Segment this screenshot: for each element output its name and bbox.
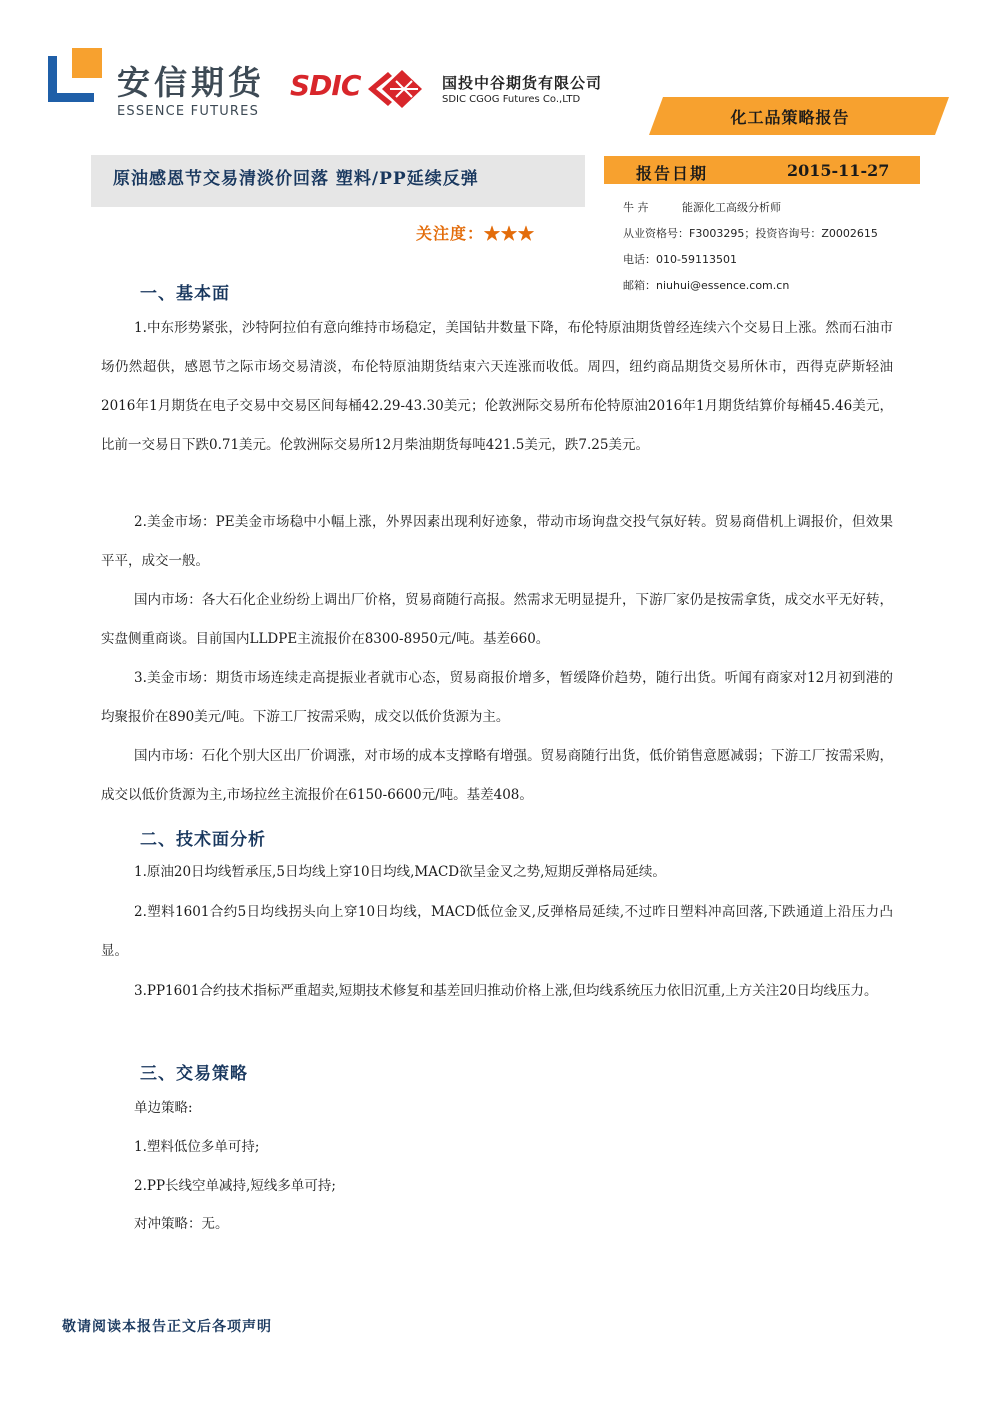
report-type-label: 化工品策略报告 — [730, 108, 850, 127]
fundamentals-paragraph-4: 3.美金市场：期货市场连续走高提振业者就市心态，贸易商报价增多，暂缓降价趋势，随行出货。听闻有商家对12月初到港的均聚报价在890美元/吨。下游工厂按需采购，成交以低价货源为主。 — [101, 670, 893, 725]
technical-paragraph-1: 1.原油20日均线暂承压,5日均线上穿10日均线,MACD欲呈金叉之势,短期反弹格局延续。 — [134, 864, 666, 880]
strategy-line-1: 单边策略: — [134, 1100, 193, 1116]
analyst-email[interactable]: 邮箱：niuhui@essence.com.cn — [623, 279, 790, 292]
report-date-value: 2015-11-27 — [787, 161, 890, 180]
essence-logo-mark — [48, 48, 102, 102]
attention-rating — [416, 221, 535, 244]
disclaimer-note: 敬请阅读本报告正文后各项声明 — [62, 1319, 272, 1335]
report-date-label: 报告日期 — [636, 164, 709, 183]
fundamentals-paragraph-5: 国内市场：石化个别大区出厂价调涨，对市场的成本支撑略有增强。贸易商随行出货，低价销售意愿减弱；下游工厂按需采购，成交以低价货源为主,市场拉丝主流报价在6150-6600元/吨。基差408。 — [101, 748, 893, 803]
section-heading-fundamentals: 一、基本面 — [140, 284, 230, 304]
sdic-logo-mark — [368, 68, 428, 110]
attention-stars: ★★★ — [484, 224, 536, 243]
attention-label: 关注度： — [416, 224, 485, 243]
analyst-role: 能源化工高级分析师 — [682, 201, 781, 214]
fundamentals-paragraph-3: 国内市场：各大石化企业纷纷上调出厂价格，贸易商随行高报。然需求无明显提升，下游厂家仍是按需拿货，成交水平无好转，实盘侧重商谈。目前国内LLDPE主流报价在8300-8950元/吨。基差660。 — [101, 592, 893, 647]
technical-paragraph-3: 3.PP1601合约技术指标严重超卖,短期技术修复和基差回归推动价格上涨,但均线系统压力依旧沉重,上方关注20日均线压力。 — [134, 983, 878, 999]
fundamentals-paragraph-1: 1.中东形势紧张，沙特阿拉伯有意向维持市场稳定，美国钻井数量下降，布伦特原油期货曾经连续六个交易日上涨。然而石油市场仍然超供，感恩节之际市场交易清淡，布伦特原油期货结束六天连涨而收低。周四，纽约商品期货交易所休市，西得克萨斯轻油2016年1月期货在电子交易中交易区间每桶42.29-43.30美元；伦敦洲际交易所布伦特原油2016年1月期货结算价每桶45.46美元，比前一交易日下跌0.71美元。伦敦洲际交易所12月柴油期货每吨421.5美元，跌7.25美元。 — [101, 320, 893, 453]
fundamentals-paragraph-2: 2.美金市场：PE美金市场稳中小幅上涨，外界因素出现利好迹象，带动市场询盘交投气氛好转。贸易商借机上调报价，但效果平平，成交一般。 — [101, 514, 893, 569]
essence-logo-text: 安信期货 — [117, 63, 265, 102]
strategy-line-3: 2.PP长线空单减持,短线多单可持; — [134, 1178, 336, 1194]
strategy-line-2: 1.塑料低位多单可持; — [134, 1139, 260, 1155]
analyst-phone: 电话：010-59113501 — [623, 253, 737, 266]
analyst-license: 从业资格号：F3003295；投资咨询号：Z0002615 — [623, 227, 878, 240]
report-title: 原油感恩节交易清淡价回落 塑料/PP延续反弹 — [113, 169, 479, 189]
section-heading-strategy: 三、交易策略 — [140, 1064, 248, 1084]
sdic-logo-word: SDIC — [290, 69, 361, 102]
analyst-name: 牛 卉 — [623, 201, 649, 214]
sdic-company-name-en: SDIC CGOG Futures Co.,LTD — [442, 94, 581, 105]
essence-logo-subtext: ESSENCE FUTURES — [117, 104, 260, 119]
strategy-line-4: 对冲策略：无。 — [134, 1216, 229, 1232]
sdic-company-name: 国投中谷期货有限公司 — [442, 74, 603, 92]
section-heading-technical: 二、技术面分析 — [140, 830, 266, 850]
technical-paragraph-2: 2.塑料1601合约5日均线拐头向上穿10日均线，MACD低位金叉,反弹格局延续,不过昨日塑料冲高回落,下跌通道上沿压力凸显。 — [101, 904, 893, 959]
